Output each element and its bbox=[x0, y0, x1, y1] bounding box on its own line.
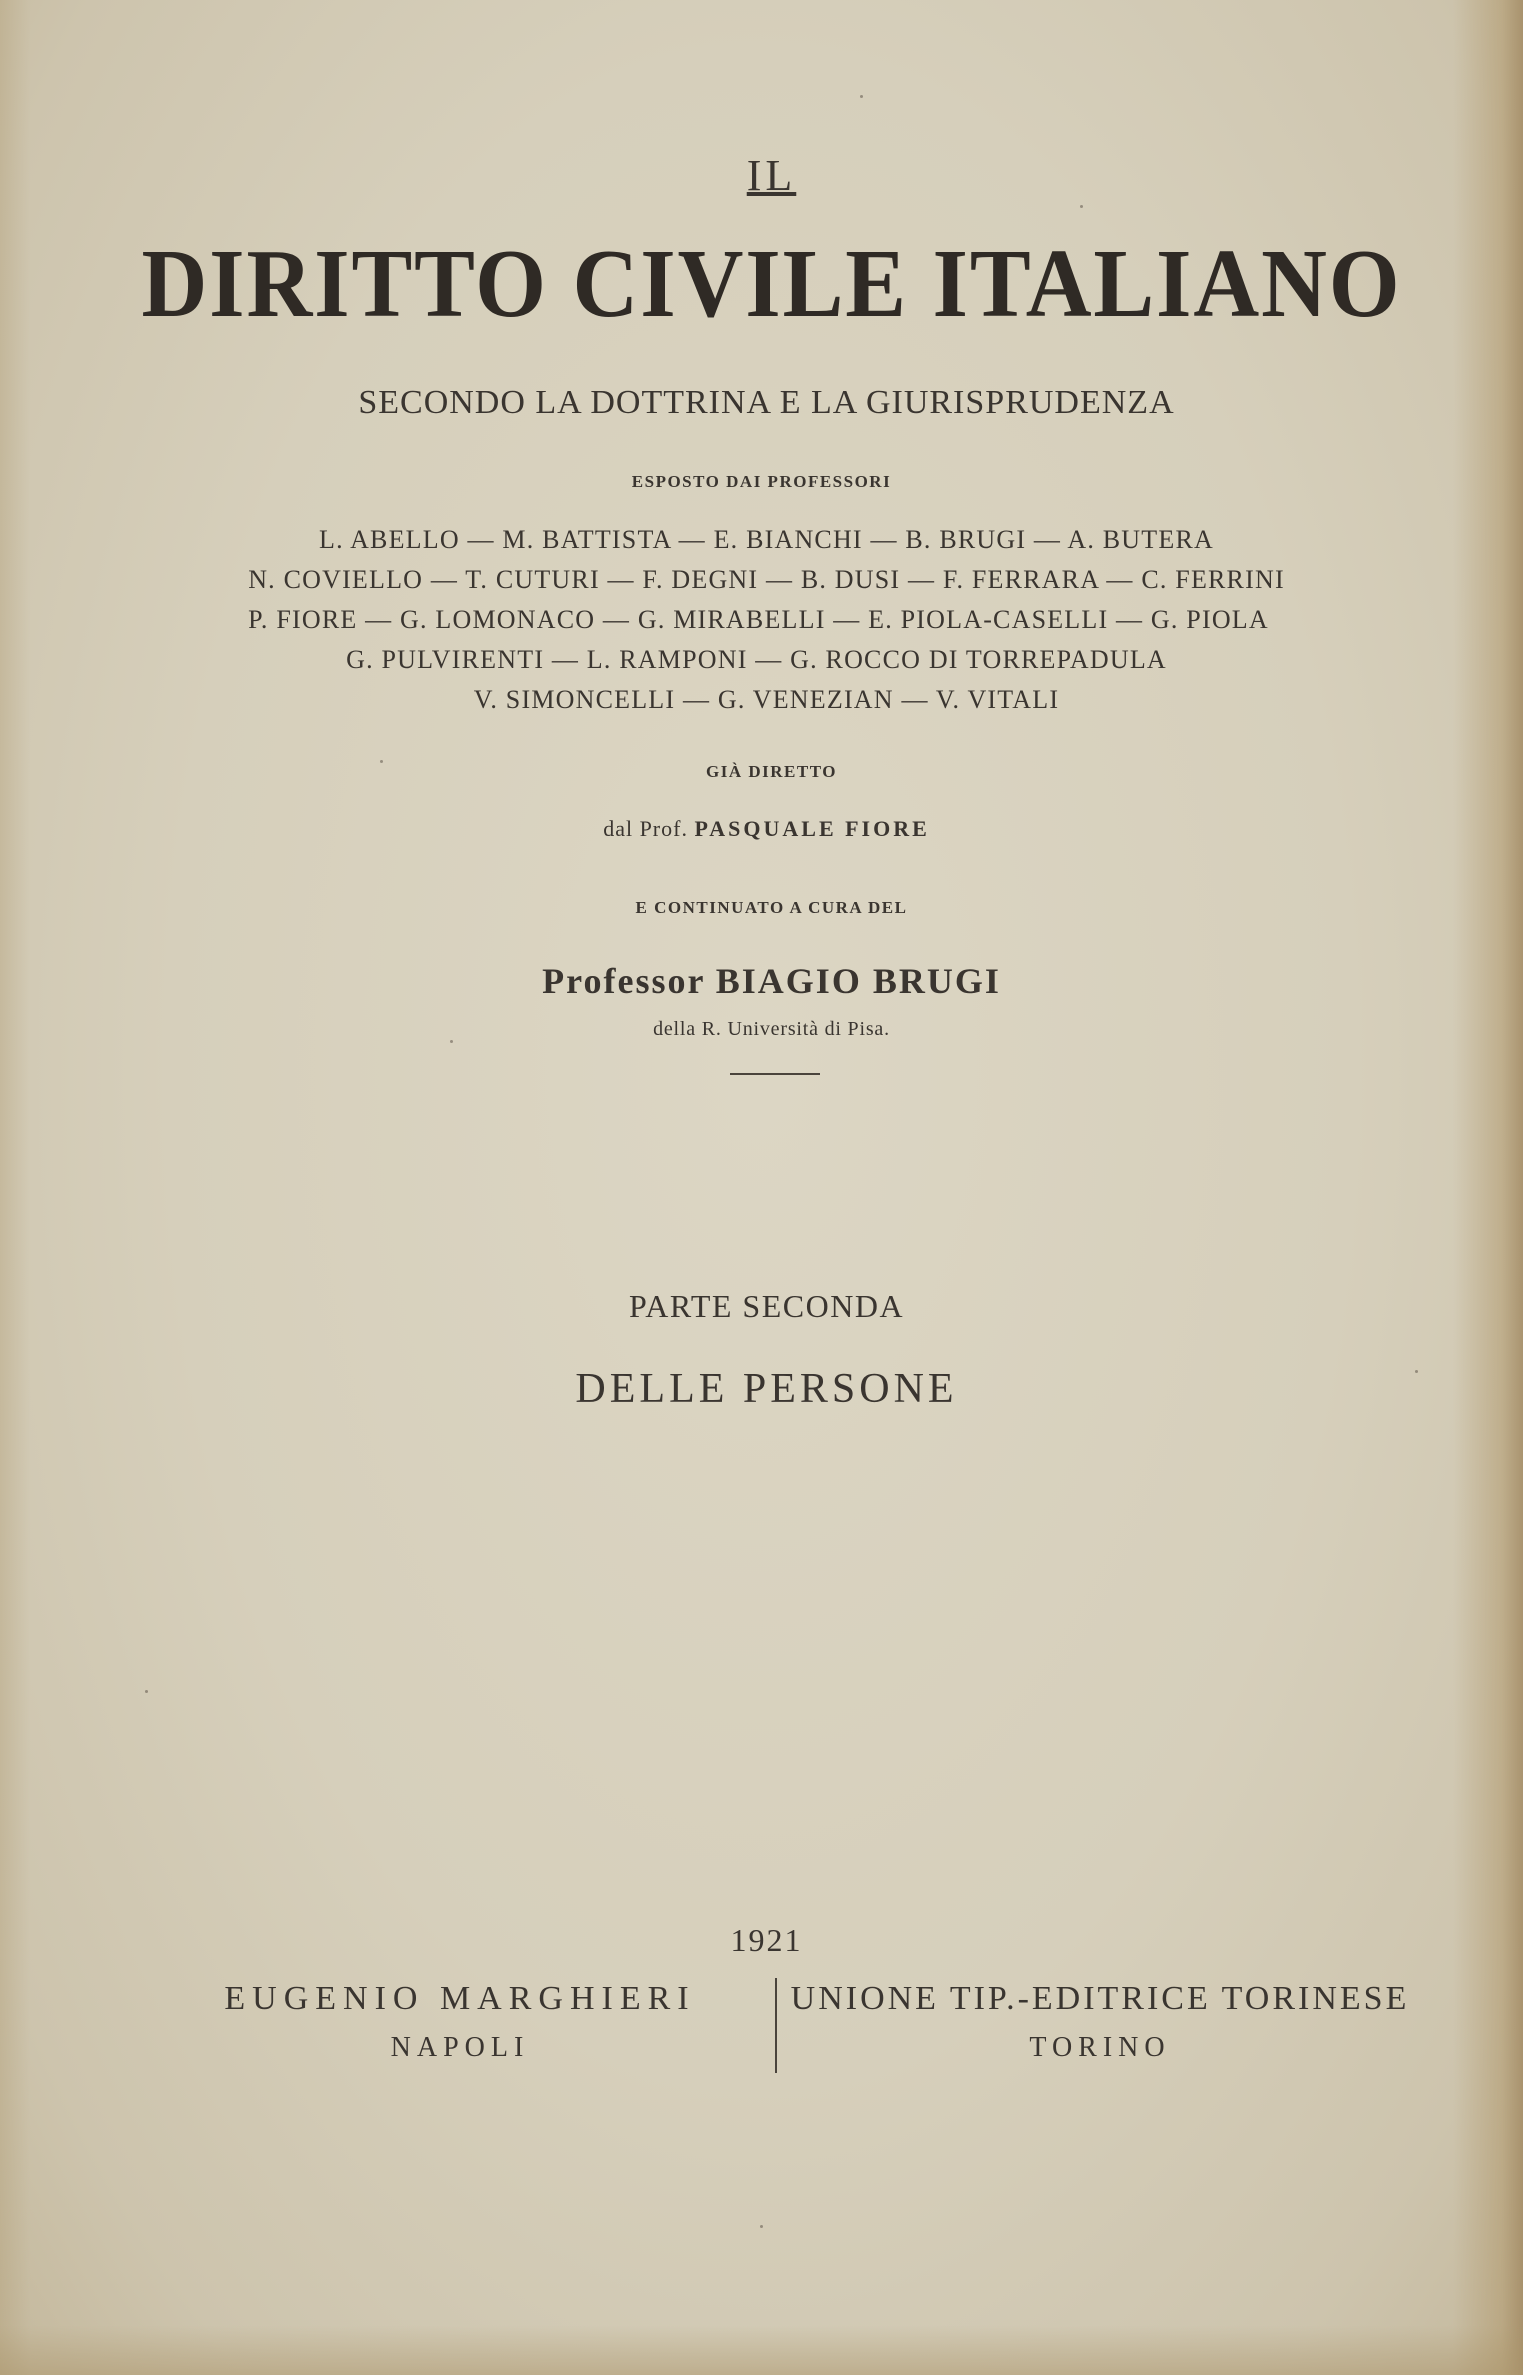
esposto-label: ESPOSTO DAI PROFESSORI bbox=[631, 472, 892, 491]
authors-line: P. FIORE — G. LOMONACO — G. MIRABELLI — E. PIOLA-CASELLI — G. PIOLA bbox=[248, 605, 1269, 634]
current-editor: Professor BIAGIO BRUGI bbox=[542, 961, 1001, 1001]
paper-edge-left bbox=[0, 0, 30, 2375]
publisher-right-name: UNIONE TIP.-EDITRICE TORINESE bbox=[790, 1980, 1410, 2017]
publisher-left bbox=[180, 1980, 740, 2064]
former-director-prefix: dal Prof. bbox=[603, 816, 688, 841]
paper-speck bbox=[860, 95, 863, 98]
paper-edge-bottom bbox=[0, 2325, 1523, 2375]
paper-speck bbox=[1080, 205, 1083, 208]
authors-line: G. PULVIRENTI — L. RAMPONI — G. ROCCO DI TORREPADULA bbox=[346, 645, 1167, 674]
publisher-left-name: EUGENIO MARGHIERI bbox=[224, 1980, 696, 2017]
separator-rule bbox=[730, 1073, 820, 1075]
continuato-label: E CONTINUATO A CURA DEL bbox=[635, 898, 908, 917]
authors-line: V. SIMONCELLI — G. VENEZIAN — V. VITALI bbox=[473, 685, 1060, 714]
authors-line: N. COVIELLO — T. CUTURI — F. DEGNI — B. DUSI — F. FERRARA — C. FERRINI bbox=[248, 565, 1285, 594]
part-label: PARTE SECONDA bbox=[628, 1288, 905, 1324]
paper-speck bbox=[760, 2225, 763, 2228]
publisher-left-city: NAPOLI bbox=[390, 2032, 530, 2063]
publisher-right bbox=[790, 1980, 1410, 2064]
book-subtitle: SECONDO LA DOTTRINA E LA GIURISPRUDENZA bbox=[358, 384, 1175, 421]
gia-diretto-label: GIÀ DIRETTO bbox=[706, 762, 837, 781]
paper-edge-right bbox=[1453, 0, 1523, 2375]
publisher-right-city: TORINO bbox=[1029, 2032, 1171, 2063]
part-title: DELLE PERSONE bbox=[575, 1366, 958, 1412]
title-article: IL bbox=[746, 151, 797, 200]
former-director-name: PASQUALE FIORE bbox=[694, 816, 930, 841]
editor-affiliation: della R. Università di Pisa. bbox=[653, 1018, 890, 1040]
paper-speck bbox=[145, 1690, 148, 1693]
authors-line: L. ABELLO — M. BATTISTA — E. BIANCHI — B. BRUGI — A. BUTERA bbox=[319, 525, 1214, 554]
imprint-divider bbox=[775, 1978, 777, 2073]
former-director bbox=[5, 816, 1523, 842]
publication-year: 1921 bbox=[730, 1922, 803, 1958]
book-title: DIRITTO CIVILE ITALIANO bbox=[141, 230, 1402, 338]
